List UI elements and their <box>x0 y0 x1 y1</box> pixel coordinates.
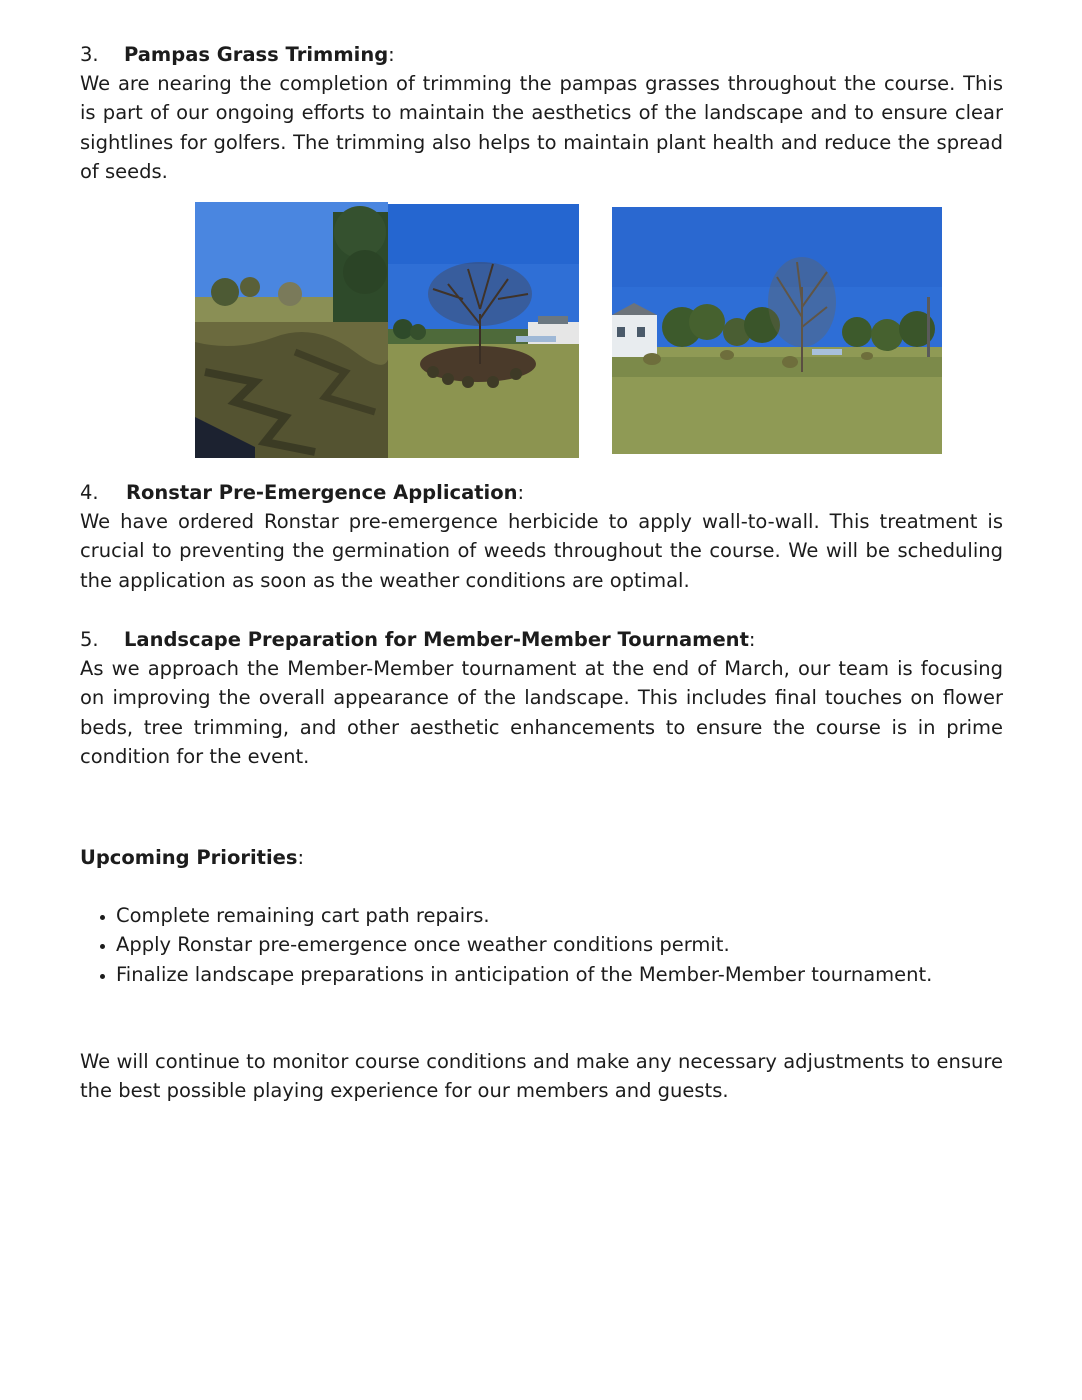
photo-shaded-field <box>195 202 388 458</box>
section-body: We are nearing the completion of trimming the pampas grasses throughout the course. This is part of our ongoing efforts to maintain the aesthetics of the landscape and to ensure clear sightlines for golfers. The trimming also helps to maintain plant health and reduce the spread of seeds. <box>80 72 1003 183</box>
section-title: Ronstar Pre-Emergence Application <box>126 481 518 504</box>
section-heading <box>80 625 1003 654</box>
list-item: • Apply Ronstar pre-emergence once weather conditions permit. <box>116 930 1003 959</box>
heading-colon: : <box>517 481 525 504</box>
priorities-list <box>80 901 1003 989</box>
section-body: We have ordered Ronstar pre-emergence herbicide to apply wall-to-wall. This treatment is crucial to preventing the germination of weeds throughout the course. We will be scheduling the application as soon as the weather conditions are optimal. <box>80 510 1003 592</box>
photo-row <box>80 202 1003 462</box>
section-pampas-grass <box>80 40 1003 186</box>
heading-colon: : <box>748 628 756 651</box>
photo-tree-bed <box>388 204 579 458</box>
photo-house-trees <box>612 207 942 454</box>
section-title: Landscape Preparation for Member-Member Tournament <box>124 628 749 651</box>
list-item: • Finalize landscape preparations in anticipation of the Member-Member tournament. <box>116 960 1003 989</box>
section-ronstar <box>80 478 1003 595</box>
heading-colon: : <box>388 43 395 66</box>
priorities-title: Upcoming Priorities <box>80 846 298 869</box>
section-heading <box>80 40 1003 69</box>
closing-paragraph: We will continue to monitor course conditions and make any necessary adjustments to ensure the best possible playing experience for our members and guests. <box>80 1050 1003 1103</box>
list-item: • Complete remaining cart path repairs. <box>116 901 1003 930</box>
section-landscape-prep <box>80 625 1003 771</box>
section-number: 4. <box>80 481 99 504</box>
section-heading <box>80 478 1003 507</box>
section-title: Pampas Grass Trimming <box>124 43 389 66</box>
priorities-heading <box>80 843 1003 872</box>
section-number: 3. <box>80 43 99 66</box>
section-body: As we approach the Member-Member tournament at the end of March, our team is focusing on improving the overall appearance of the landscape. This includes final touches on flower beds, tree trimming, and other aesthetic enhancements to ensure the course is in prime condition for the event. <box>80 657 1003 768</box>
upcoming-priorities <box>80 843 1003 989</box>
section-number: 5. <box>80 628 99 651</box>
heading-colon: : <box>297 846 305 869</box>
